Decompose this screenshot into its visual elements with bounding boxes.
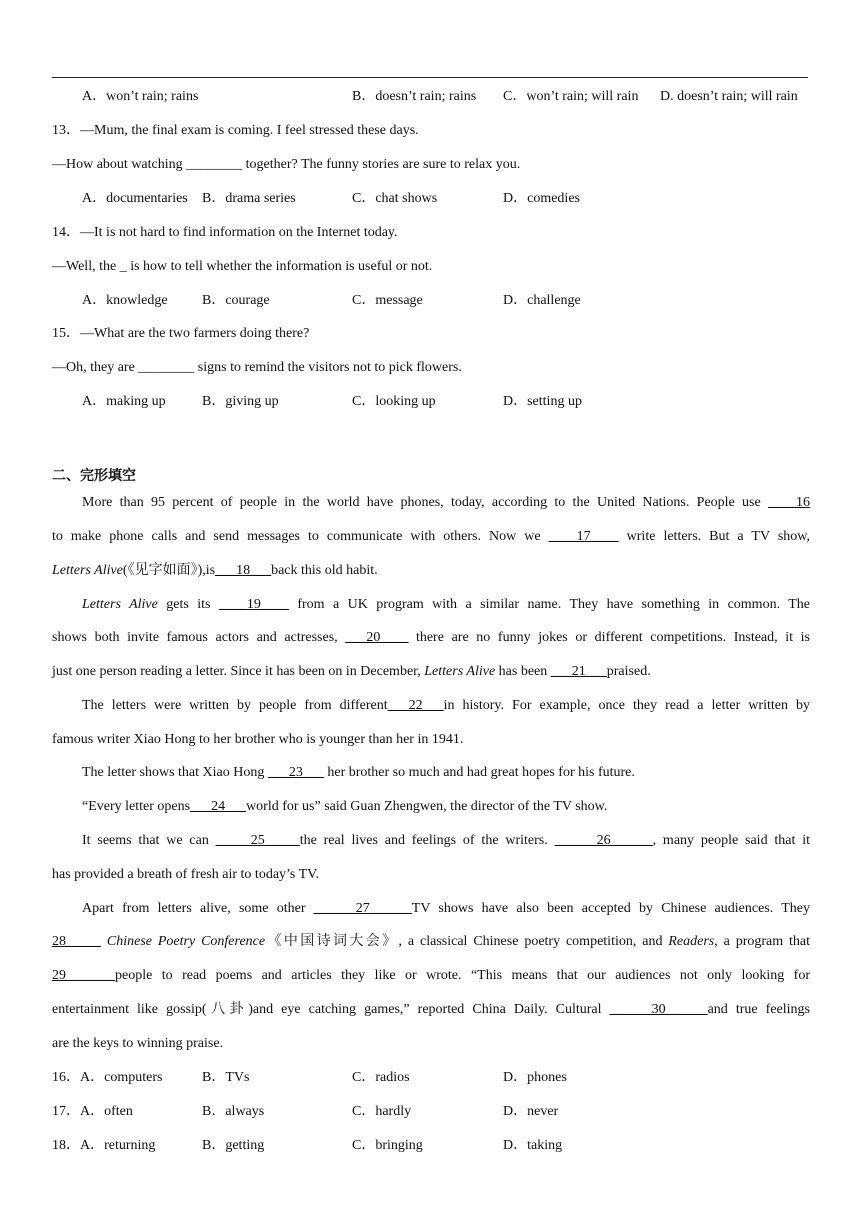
show-title: Letters Alive xyxy=(52,563,123,578)
blank-29[interactable]: 29_______ xyxy=(52,968,115,983)
passage-line xyxy=(52,933,810,951)
passage-text: and true feelings xyxy=(707,1002,810,1017)
passage-line xyxy=(82,764,635,782)
q14-option-c[interactable]: C．message xyxy=(352,293,423,308)
passage-line xyxy=(52,528,810,546)
passage-text: , a classical Chinese poetry competition, and xyxy=(398,934,663,949)
q13-option-a[interactable]: A．documentaries xyxy=(82,191,188,206)
q12-option-c[interactable]: C．won’t rain; will rain xyxy=(503,89,639,104)
q14-response: —Well, the _ is how to tell whether the information is useful or not. xyxy=(52,259,433,274)
q15-option-c[interactable]: C．looking up xyxy=(352,394,436,409)
passage-text: 《中国诗词大会》 xyxy=(265,934,399,949)
passage-text: The letters were written by people from different xyxy=(82,698,388,713)
q14-option-b[interactable]: B．courage xyxy=(202,293,270,308)
q17-option-a[interactable]: A．often xyxy=(80,1104,133,1119)
passage-line: has provided a breath of fresh air to today’s TV. xyxy=(52,867,319,882)
blank-16[interactable]: ____16 xyxy=(768,495,810,510)
passage-text: write letters. But a TV show, xyxy=(626,529,811,544)
q13-stem: 13．—Mum, the final exam is coming. I feel stressed these days. xyxy=(52,123,419,138)
q13-option-d[interactable]: D．comedies xyxy=(503,191,580,206)
q16-option-d[interactable]: D．phones xyxy=(503,1070,567,1085)
passage-line: are the keys to winning praise. xyxy=(52,1036,224,1051)
passage-text: The letter shows that Xiao Hong xyxy=(82,765,265,780)
blank-21[interactable]: ___21___ xyxy=(550,664,607,679)
show-title: Letters Alive xyxy=(82,597,158,612)
show-title: Chinese Poetry Conference xyxy=(106,934,266,949)
q12-option-b[interactable]: B．doesn’t rain; rains xyxy=(352,89,477,104)
blank-25[interactable]: _____25_____ xyxy=(215,833,300,848)
passage-text: in history. For example, once they read a letter written by xyxy=(443,698,810,713)
passage-text: world for us” said Guan Zhengwen, the director of the TV show. xyxy=(246,799,608,814)
q13-option-c[interactable]: C．chat shows xyxy=(352,191,438,206)
passage-text: TV shows have also been accepted by Chinese audiences. They xyxy=(411,901,811,916)
passage-text: has been xyxy=(498,664,548,679)
passage-text: , many people said that it xyxy=(652,833,811,848)
passage-text: her brother so much and had great hopes for his future. xyxy=(327,765,635,780)
passage-text: entertainment like gossip(八卦)and eye catching games,” reported China Daily. Cultural xyxy=(52,1002,602,1017)
q18-option-a[interactable]: A．returning xyxy=(80,1138,156,1153)
passage-line xyxy=(82,596,810,614)
q12-option-d[interactable]: D. doesn’t rain; will rain xyxy=(660,89,798,104)
question-number: 18． xyxy=(52,1138,80,1153)
passage-text: “Every letter opens xyxy=(82,799,191,814)
passage-line xyxy=(52,967,810,985)
passage-line xyxy=(82,798,607,816)
passage-text: the real lives and feelings of the writers. xyxy=(299,833,548,848)
q16-option-b[interactable]: B．TVs xyxy=(202,1070,250,1085)
passage-line: famous writer Xiao Hong to her brother who is younger than her in 1941. xyxy=(52,732,464,747)
q15-option-d[interactable]: D．setting up xyxy=(503,394,582,409)
q15-option-a[interactable]: A．making up xyxy=(82,394,166,409)
passage-line xyxy=(82,832,810,850)
passage-line xyxy=(52,663,651,681)
passage-line xyxy=(82,900,810,918)
q15-response: —Oh, they are ________ signs to remind the visitors not to pick flowers. xyxy=(52,360,462,375)
q18-option-b[interactable]: B．getting xyxy=(202,1138,265,1153)
q13-response: —How about watching ________ together? The funny stories are sure to relax you. xyxy=(52,157,521,172)
passage-text: It seems that we can xyxy=(82,833,209,848)
passage-line xyxy=(52,1001,810,1019)
q16-option-c[interactable]: C．radios xyxy=(352,1070,410,1085)
q18-option-d[interactable]: D．taking xyxy=(503,1138,563,1153)
passage-text: (《见字如面》),is xyxy=(122,563,216,578)
show-title: Readers xyxy=(668,934,715,949)
passage-text: back this old habit. xyxy=(271,563,378,578)
top-divider xyxy=(52,77,808,78)
passage-text: there are no funny jokes or different competitions. Instead, it is xyxy=(415,630,811,645)
blank-20[interactable]: ___20____ xyxy=(345,630,409,645)
q17-option-c[interactable]: C．hardly xyxy=(352,1104,412,1119)
passage-text: just one person reading a letter. Since it has been on in December, xyxy=(52,664,421,679)
passage-text: Apart from letters alive, some other xyxy=(82,901,306,916)
blank-19[interactable]: ____19____ xyxy=(218,597,289,612)
blank-17[interactable]: ____17____ xyxy=(548,529,619,544)
section-title: 二、完形填空 xyxy=(52,468,136,484)
passage-text: to make phone calls and send messages to communicate with others. Now we xyxy=(52,529,541,544)
q14-stem: 14．—It is not hard to find information on the Internet today. xyxy=(52,225,398,240)
q15-stem: 15．—What are the two farmers doing there? xyxy=(52,326,310,341)
blank-27[interactable]: ______27______ xyxy=(313,901,412,916)
blank-23[interactable]: ___23___ xyxy=(267,765,324,780)
blank-18[interactable]: ___18___ xyxy=(215,563,272,578)
passage-line xyxy=(52,562,378,580)
passage-line xyxy=(82,697,810,715)
show-title: Letters Alive xyxy=(424,664,496,679)
q17-option-d[interactable]: D．never xyxy=(503,1104,559,1119)
passage-text: More than 95 percent of people in the world have phones, today, according to the United Nations. People use xyxy=(82,495,761,510)
passage-text: from a UK program with a similar name. They have something in common. The xyxy=(297,597,811,612)
passage-text: gets its xyxy=(166,597,211,612)
blank-22[interactable]: ___22___ xyxy=(387,698,444,713)
q17-option-b[interactable]: B．always xyxy=(202,1104,265,1119)
q18-option-c[interactable]: C．bringing xyxy=(352,1138,423,1153)
passage-line xyxy=(52,629,810,647)
question-number: 17． xyxy=(52,1104,80,1119)
passage-text: shows both invite famous actors and actresses, xyxy=(52,630,338,645)
q15-option-b[interactable]: B．giving up xyxy=(202,394,279,409)
q13-option-b[interactable]: B．drama series xyxy=(202,191,296,206)
passage-line xyxy=(82,494,810,512)
q14-option-d[interactable]: D．challenge xyxy=(503,293,581,308)
blank-30[interactable]: ______30______ xyxy=(609,1002,708,1017)
passage-text: people to read poems and articles they like or wrote. “This means that our audiences not only looking for xyxy=(115,968,810,983)
blank-26[interactable]: ______26______ xyxy=(554,833,653,848)
q16-option-a[interactable]: A．computers xyxy=(80,1070,163,1085)
q12-option-a[interactable]: A．won’t rain; rains xyxy=(82,89,199,104)
blank-24[interactable]: ___24___ xyxy=(190,799,247,814)
passage-text: praised. xyxy=(606,664,651,679)
q14-option-a[interactable]: A．knowledge xyxy=(82,293,168,308)
passage-text: , a program that xyxy=(714,934,811,949)
question-number: 16． xyxy=(52,1070,80,1085)
blank-28[interactable]: 28_____ xyxy=(52,934,101,949)
